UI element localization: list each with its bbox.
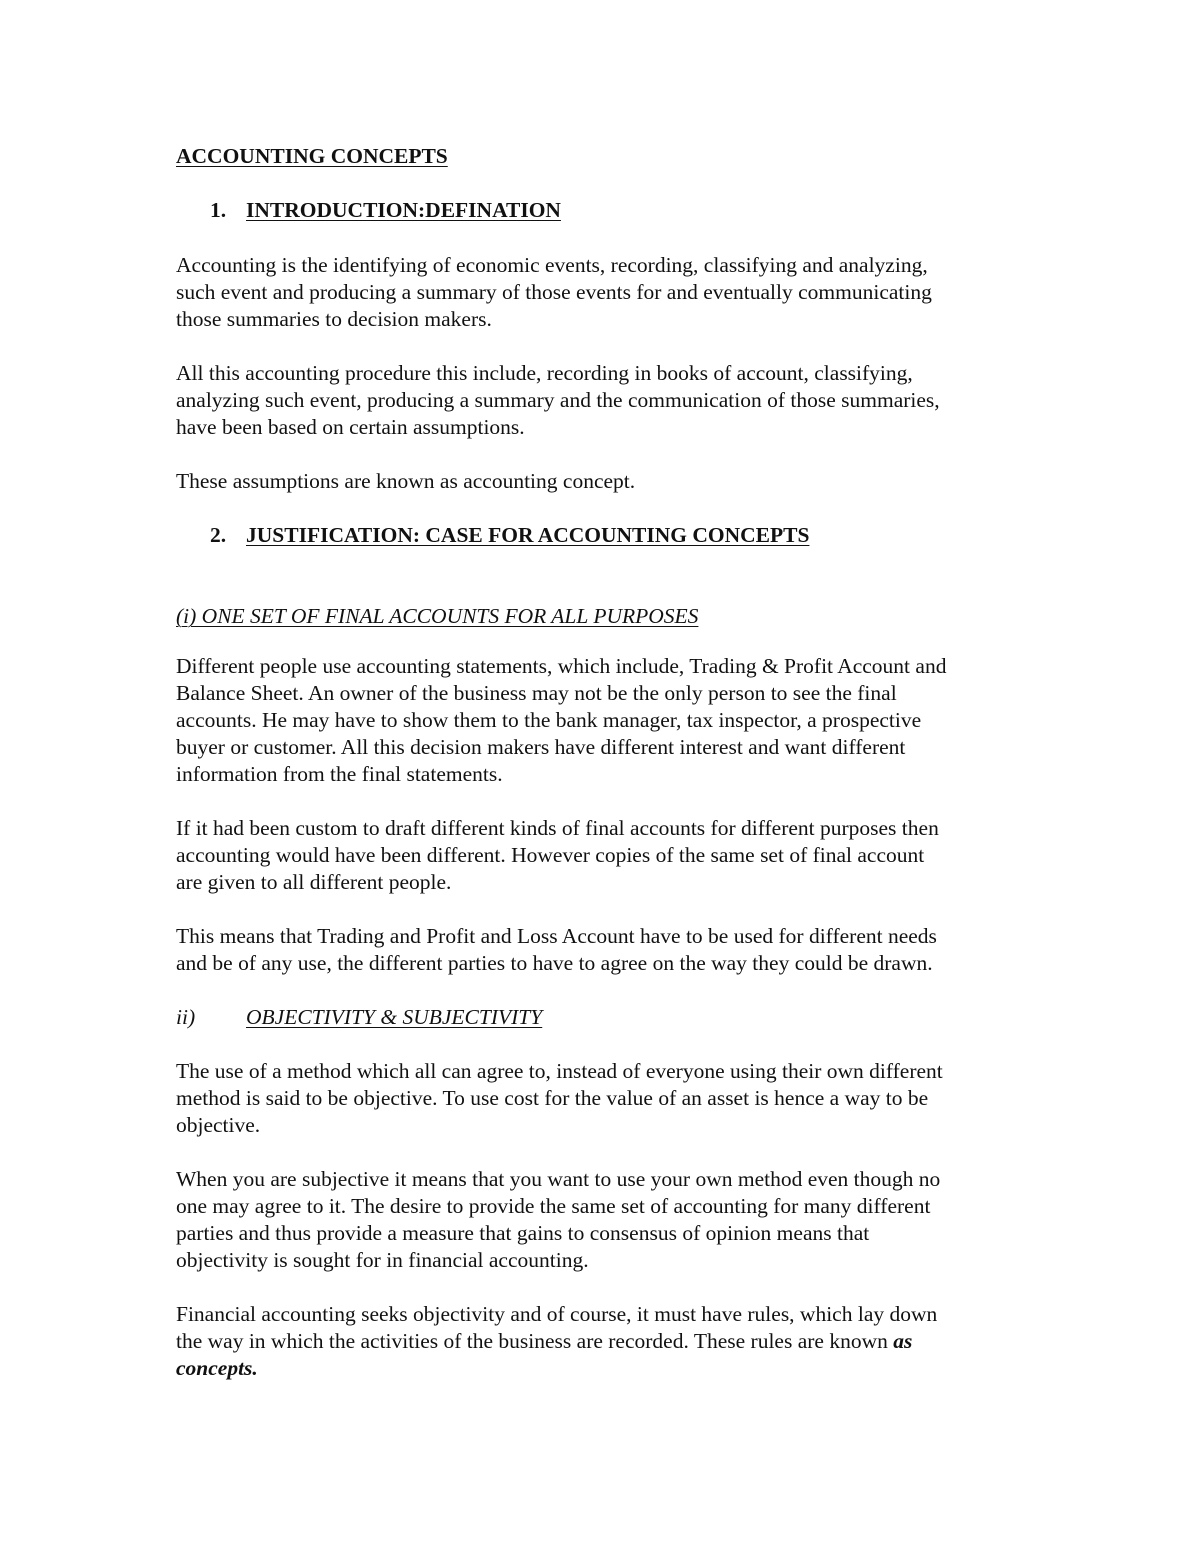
text-line: and be of any use, the different parties to have to agree on the way they could be drawn.: [176, 951, 933, 975]
text-line: The use of a method which all can agree to, instead of everyone using their own different: [176, 1059, 943, 1083]
subsection-2-number: ii): [176, 1005, 196, 1029]
paragraph-trading: [176, 923, 937, 977]
paragraph-rules: [176, 1301, 937, 1382]
section-1-number: 1.: [210, 198, 227, 222]
text-line: Accounting is the identifying of economic events, recording, classifying and analyzing,: [176, 253, 928, 277]
text-line: Financial accounting seeks objectivity and of course, it must have rules, which lay down: [176, 1302, 938, 1326]
text-line: one may agree to it. The desire to provide the same set of accounting for many different: [176, 1194, 931, 1218]
text-line: objectivity is sought for in financial accounting.: [176, 1248, 589, 1272]
subsection-2-heading: OBJECTIVITY & SUBJECTIVITY: [246, 1005, 543, 1029]
paragraph-objective: [176, 1058, 943, 1139]
text-line: those summaries to decision makers.: [176, 307, 492, 331]
paragraph-procedure: [176, 360, 940, 441]
emphasis-text: concepts.: [176, 1356, 258, 1380]
emphasis-text: as: [893, 1329, 913, 1353]
text-line: Different people use accounting statements, which include, Trading & Profit Account and: [176, 654, 947, 678]
section-1-heading: INTRODUCTION:DEFINATION: [246, 198, 561, 222]
text-line: If it had been custom to draft different kinds of final accounts for different purposes then: [176, 816, 939, 840]
document-title: ACCOUNTING CONCEPTS: [176, 144, 448, 168]
text-line: These assumptions are known as accounting concept.: [176, 469, 636, 493]
section-2-heading: JUSTIFICATION: CASE FOR ACCOUNTING CONCEPTS: [246, 523, 810, 547]
text-line: analyzing such event, producing a summary and the communication of those summaries,: [176, 388, 940, 412]
text-line: accounts. He may have to show them to the bank manager, tax inspector, a prospective: [176, 708, 922, 732]
paragraph-subjective: [176, 1166, 940, 1274]
subsection-1-heading: (i) ONE SET OF FINAL ACCOUNTS FOR ALL PURPOSES: [176, 604, 699, 628]
text-line: [176, 1328, 937, 1355]
paragraph-custom: [176, 815, 939, 896]
text-line: are given to all different people.: [176, 870, 452, 894]
paragraph-statements: [176, 653, 946, 788]
text-line: have been based on certain assumptions.: [176, 415, 525, 439]
paragraph-assumptions: [176, 468, 635, 495]
paragraph-definition: [176, 252, 932, 333]
text-line: buyer or customer. All this decision makers have different interest and want different: [176, 735, 906, 759]
text-line: This means that Trading and Profit and Loss Account have to be used for different needs: [176, 924, 937, 948]
text-line: parties and thus provide a measure that gains to consensus of opinion means that: [176, 1221, 870, 1245]
section-2-number: 2.: [210, 523, 227, 547]
text-line: information from the final statements.: [176, 762, 503, 786]
text-line: All this accounting procedure this include, recording in books of account, classifying,: [176, 361, 913, 385]
text-line: When you are subjective it means that you want to use your own method even though no: [176, 1167, 941, 1191]
text-line: method is said to be objective. To use cost for the value of an asset is hence a way to be: [176, 1086, 929, 1110]
text-line: objective.: [176, 1113, 261, 1137]
text-line: Balance Sheet. An owner of the business may not be the only person to see the final: [176, 681, 897, 705]
text-segment: the way in which the activities of the business are recorded. These rules are known: [176, 1329, 894, 1353]
text-line: such event and producing a summary of those events for and eventually communicating: [176, 280, 932, 304]
text-line: accounting would have been different. However copies of the same set of final account: [176, 843, 925, 867]
